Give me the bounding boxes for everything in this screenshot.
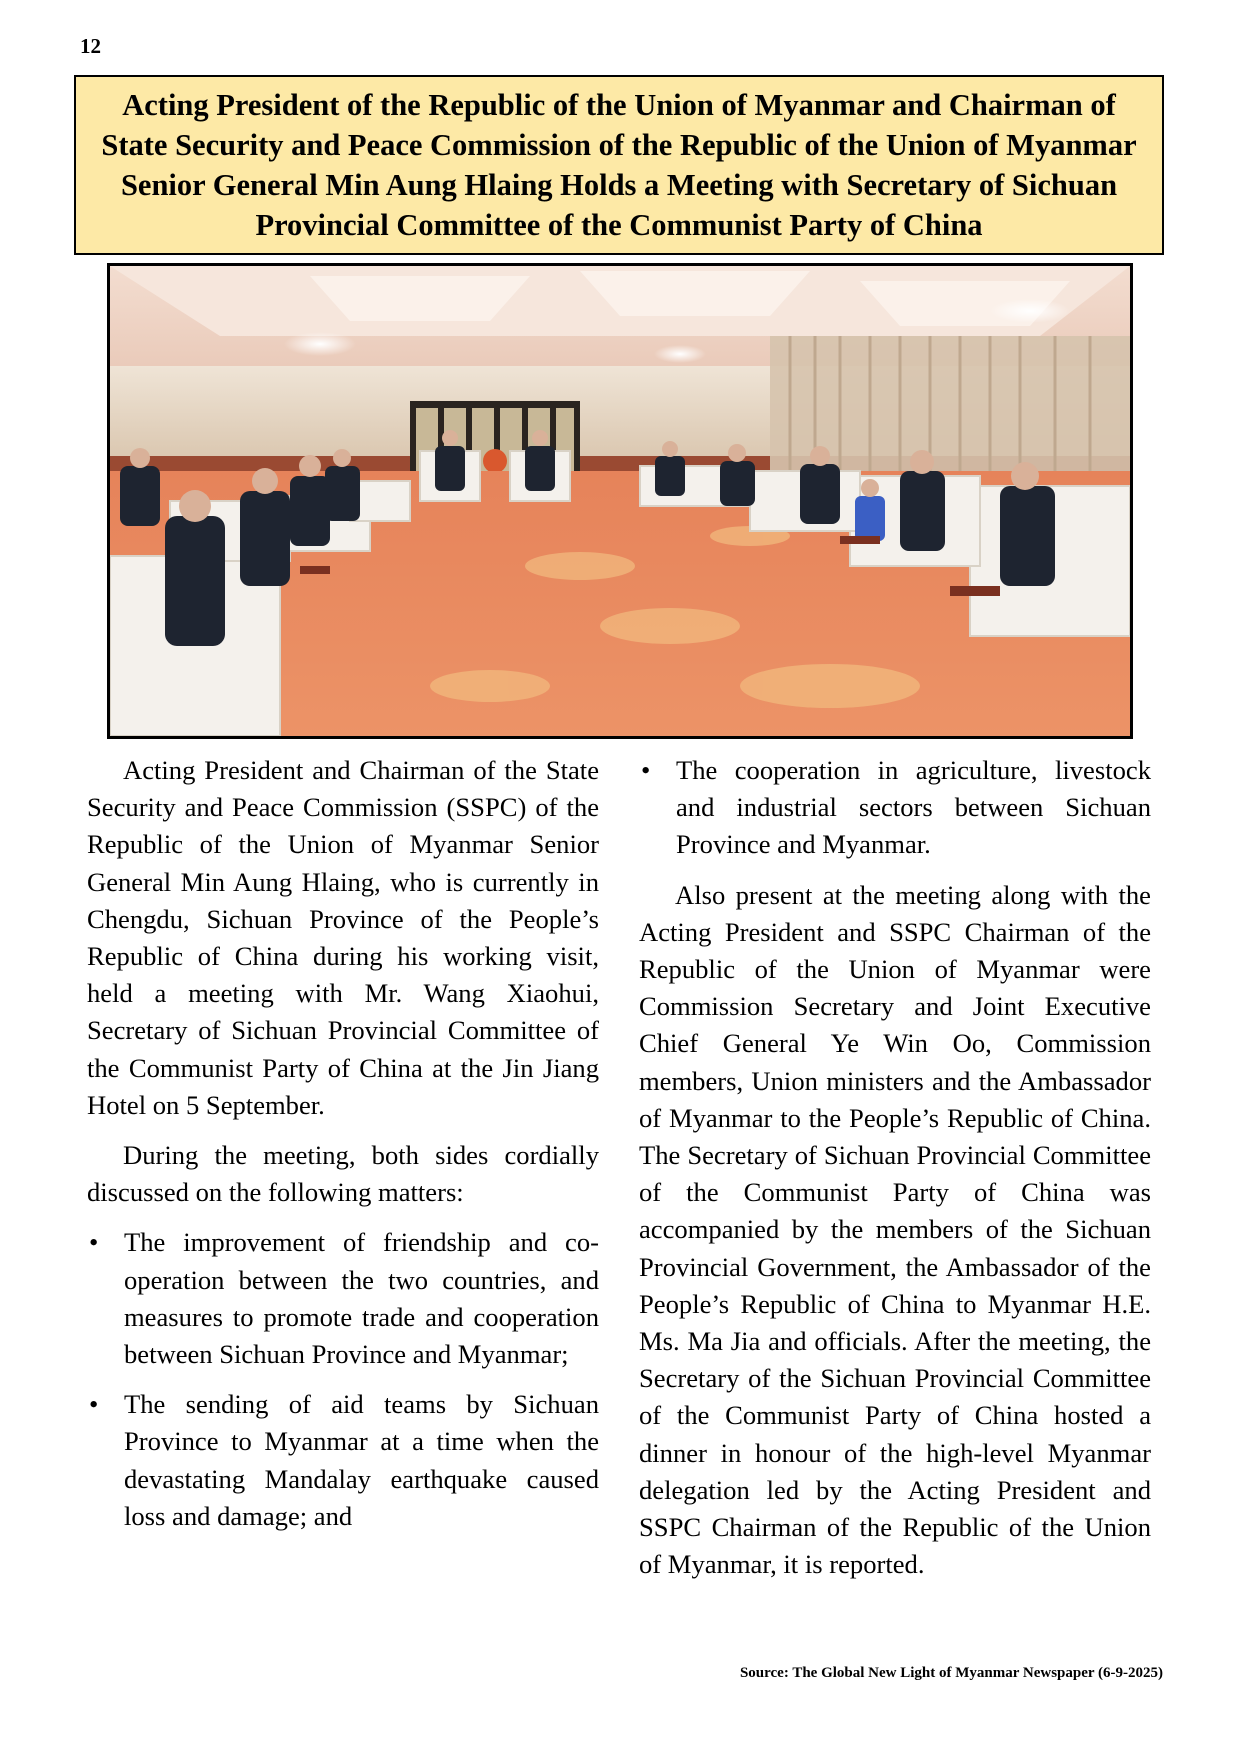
meeting-photo (107, 263, 1133, 739)
right-column (639, 752, 1151, 1596)
bullet-icon: • (89, 1227, 99, 1258)
source-credit: Source: The Global New Light of Myanmar Newspaper (6-9-2025) (739, 1665, 1163, 1681)
page-number: 12 (80, 34, 101, 58)
list-item-text: The cooperation in agriculture, livestock and industrial sectors between Sichuan Province and Myanmar. (676, 755, 1151, 860)
bullet-icon: • (89, 1389, 99, 1420)
body-paragraph: Acting President and Chairman of the State Security and Peace Commission (SSPC) of the Republic of the Union of Myanmar Senior General Min Aung Hlaing, who is currently in Chengdu, Sichuan Province of the People’s Republic of China during his working visit, held a meeting with Mr. Wang Xiaohui, Secretary of Sichuan Provincial Committee of the Communist Party of China at the Jin Jiang Hotel on 5 September. (87, 755, 599, 1120)
left-column (87, 752, 599, 1548)
list-item (639, 752, 1151, 864)
body-paragraph: Also present at the meeting along with the Acting President and SSPC Chairman of the Republic of the Union of Myanmar were Commission Secretary and Joint Executive Chief General Ye Win Oo, Commission members, Union ministers and the Ambassador of Myanmar to the People’s Republic of China. The Secretary of Sichuan Provincial Committee of the Communist Party of China was accompanied by the members of the Sichuan Provincial Government, the Ambassador of the People’s Republic of China to Myanmar H.E. Ms. Ma Jia and officials. After the meeting, the Secretary of the Sichuan Provincial Committee of the Communist Party of China hosted a dinner in honour of the high-level Myanmar delegation led by the Acting President and SSPC Chairman of the Republic of the Union of Myanmar, it is reported. (639, 879, 1151, 1580)
list-item-text: The improvement of friendship and cooperation between the two countries, and measures to promote trade and cooperation between Sichuan Province and Myanmar; (124, 1227, 599, 1370)
bullet-list (639, 752, 1151, 864)
body-paragraph: During the meeting, both sides cordially discussed on the following matters: (87, 1140, 599, 1208)
list-item-text: The sending of aid teams by Sichuan Province to Myanmar at a time when the devastating Mandalay earthquake caused loss and damage; and (124, 1389, 599, 1531)
list-item (87, 1224, 599, 1373)
headline-box (74, 75, 1164, 255)
bullet-icon: • (641, 755, 651, 785)
headline: Acting President of the Republic of the Union of Myanmar and Chairman of State Security and Peace Commission of the Republic of the Union of Myanmar Senior General Min Aung Hlaing Holds a Meeting with Secretary of Sichuan Provincial Committee of the Communist Party of China (101, 88, 1137, 242)
bullet-list (87, 1224, 599, 1535)
list-item (87, 1386, 599, 1535)
